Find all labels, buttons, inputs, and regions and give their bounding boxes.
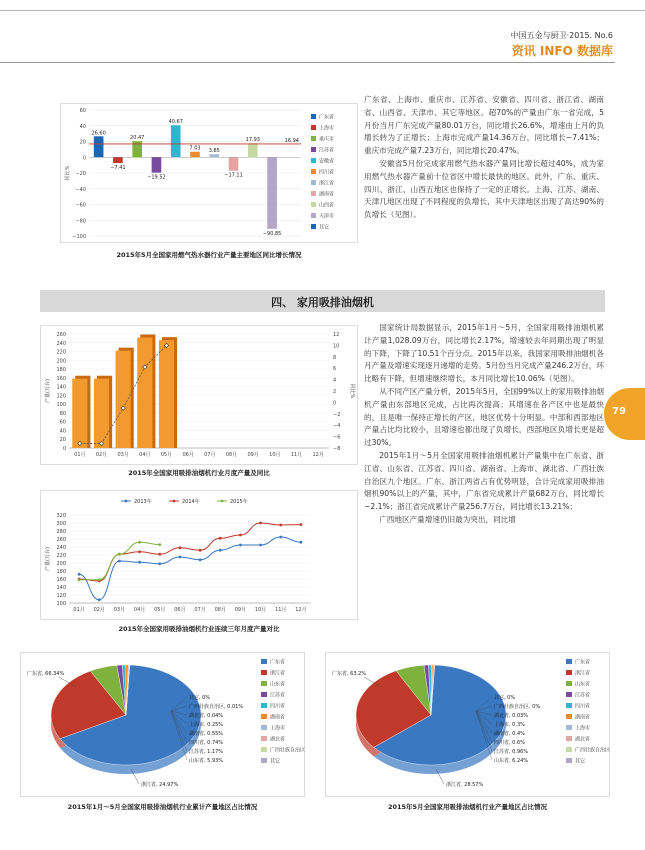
pie-label: 四川省, 0.6%: [494, 740, 525, 746]
y-tick-label: 260: [56, 537, 66, 543]
bar: [267, 157, 277, 229]
bar: [152, 157, 162, 172]
legend-label: 2014年: [182, 499, 200, 505]
y-tick-label: −20: [75, 171, 86, 177]
pie-label: 山东省, 6.24%: [494, 758, 529, 764]
text-column-top: [364, 94, 604, 222]
legend-label: 2015年: [230, 499, 248, 505]
x-tick-label: 06月: [174, 607, 186, 613]
x-tick-label: 09月: [247, 452, 259, 458]
header-separator: [0, 62, 615, 63]
y-tick-label: −80: [75, 218, 86, 225]
section-band: [40, 290, 605, 312]
pie-label: 湖北省, 0.03%: [494, 713, 529, 719]
legend-label: 其它: [270, 758, 281, 765]
y2-tick-label: 6: [333, 366, 337, 373]
x-tick-label: 12月: [295, 607, 307, 613]
bar: [190, 152, 200, 158]
legend-label: 四川省: [270, 703, 286, 710]
y-tick-label: 20: [59, 437, 66, 444]
pie-label: 湖南省, 0.4%: [494, 731, 525, 737]
legend-marker: [125, 500, 128, 503]
legend-label: 广东省: [575, 659, 591, 666]
section-heading: 四、 家用吸排油烟机: [271, 296, 374, 309]
chart-heater-growth-svg: [61, 104, 359, 244]
legend-swatch: [311, 202, 316, 207]
y2-tick-label: 8: [333, 354, 337, 361]
bar-value-label: 3.85: [208, 148, 220, 155]
y-tick-label: 200: [56, 561, 66, 567]
legend-label: 广东省: [319, 114, 335, 121]
legend-swatch: [566, 758, 572, 763]
y-tick-label: 180: [56, 569, 66, 575]
legend-swatch: [311, 125, 316, 130]
pie-label: 四川省, 0.74%: [189, 740, 224, 746]
y-axis-label: 产量(万台): [45, 379, 51, 403]
y2-axis-label: 同比%: [349, 383, 355, 399]
bar: [113, 157, 123, 163]
series-point: [219, 549, 222, 552]
legend-swatch: [261, 747, 267, 752]
pie-label: 山东省, 5.93%: [189, 758, 224, 764]
legend-label: 其它: [575, 758, 586, 765]
series-point: [138, 550, 141, 553]
bar: [209, 154, 219, 157]
series-point: [199, 558, 202, 561]
pie-label: 广东省, 66.34%: [27, 671, 65, 677]
y-tick-label: 220: [56, 553, 66, 559]
y-tick-label: 140: [56, 384, 66, 391]
y-tick-label: 120: [56, 593, 66, 599]
series-point: [138, 541, 141, 544]
x-tick-label: 10月: [269, 452, 281, 458]
y-tick-label: 320: [56, 513, 66, 519]
pie-label: 其它, 0%: [494, 695, 516, 701]
legend-swatch: [261, 681, 267, 686]
bar: [171, 125, 181, 157]
y-tick-label: −40: [75, 186, 86, 193]
chart-three-year-caption: 2015年全国家用吸排油烟机行业连续三年月度产量对比: [118, 625, 280, 633]
legend-swatch: [261, 725, 267, 730]
y-tick-label: 180: [56, 367, 66, 374]
legend-swatch: [311, 191, 316, 196]
legend-label: 重庆市: [319, 136, 335, 143]
series-point: [259, 522, 262, 525]
series-line: [79, 537, 301, 600]
pie-label: 上海市, 0.3%: [494, 722, 525, 728]
legend-label: 湖北省: [270, 736, 286, 743]
legend-marker: [221, 500, 224, 503]
x-tick-label: 09月: [234, 607, 247, 613]
legend-swatch: [261, 692, 267, 697]
bar-value-label: 26.60: [91, 130, 106, 137]
chart-pie-may: [325, 652, 610, 797]
y-tick-label: 220: [56, 349, 66, 356]
legend-swatch: [566, 681, 572, 686]
series-point: [300, 523, 303, 526]
legend-label: 上海市: [319, 125, 335, 132]
legend-label: 湖南省: [270, 714, 286, 721]
x-tick-label: 04月: [133, 607, 146, 613]
y-tick-label: 300: [56, 521, 66, 527]
x-tick-label: 11月: [275, 607, 287, 613]
legend-label: 四川省: [575, 703, 591, 710]
chart-pie-cumulative-svg: [21, 653, 306, 798]
legend-label: 其它: [319, 224, 330, 231]
bar: [229, 157, 239, 170]
y2-tick-label: −8: [333, 446, 341, 452]
y2-tick-label: −6: [333, 434, 341, 441]
paragraph-6: 广西地区产量增速仍旧最为突出，同比增: [379, 514, 516, 524]
bar: [248, 143, 258, 157]
x-tick-label: 07月: [194, 607, 206, 613]
chart-three-year-svg: [41, 491, 359, 621]
paragraph-4: 从不同产区产量分析，2015年5月，全国99%以上的家用吸排油烟机产量由东部地区完成，占比再次提高；其增速在各产区中也是最快的，且是唯一保持正增长的产区，地区优势十分明显。中部和西部地区产量占比均比较小，且增速也都出现了负增长，西部地区负增长更是超过30%。: [364, 386, 604, 448]
y2-tick-label: −2: [333, 411, 341, 418]
y-tick-label: 100: [56, 402, 66, 409]
legend-swatch: [261, 736, 267, 741]
legend-swatch: [566, 703, 572, 708]
header-issue: 中国五金与厨卫·2015. No.6: [510, 31, 613, 40]
legend-swatch: [566, 670, 572, 675]
y-tick-label: 160: [56, 375, 66, 382]
series-point: [199, 549, 202, 552]
legend-swatch: [311, 169, 316, 174]
legend-label: 2013年: [134, 499, 152, 505]
y2-tick-label: 10: [333, 343, 340, 350]
legend-label: 湖南省: [319, 191, 335, 198]
legend-swatch: [566, 736, 572, 741]
x-tick-label: 12月: [312, 452, 324, 458]
legend-swatch: [311, 224, 316, 229]
y-tick-label: 140: [56, 585, 66, 591]
x-tick-label: 07月: [204, 452, 216, 458]
legend-label: 湖北省: [575, 736, 591, 743]
pie-label: 江苏省, 1.17%: [189, 749, 224, 755]
bar: [94, 136, 104, 157]
series-point: [279, 524, 282, 527]
y-tick-label: 260: [56, 332, 66, 338]
legend-label: 安徽省: [319, 158, 335, 165]
bar-value-label: 40.67: [168, 119, 183, 126]
legend-label: 江苏省: [319, 147, 335, 154]
x-tick-label: 08月: [225, 452, 238, 458]
legend-label: 浙江省: [575, 670, 591, 677]
legend-swatch: [566, 747, 572, 752]
series-point: [118, 560, 121, 563]
legend-label: 山东省: [270, 681, 286, 688]
legend-swatch: [311, 158, 316, 163]
y-tick-label: −100: [72, 234, 86, 240]
y2-tick-label: 0: [333, 400, 337, 407]
y-axis-label: 产量(万台): [45, 547, 51, 571]
y-tick-label: 40: [59, 428, 66, 435]
x-tick-label: 08月: [214, 607, 226, 613]
y-tick-label: 20: [79, 139, 86, 146]
y-tick-label: 160: [56, 577, 66, 583]
series-point: [138, 561, 141, 564]
header-section: 资讯 INFO 数据库: [511, 44, 613, 58]
series-point: [78, 573, 81, 576]
legend-label: 四川省: [319, 169, 335, 176]
pie-label: 江苏省, 0.96%: [494, 749, 529, 755]
chart-heater-growth: [60, 103, 358, 243]
header-rule: [0, 10, 645, 11]
legend-label: 江苏省: [270, 692, 286, 699]
y-tick-label: −60: [75, 202, 86, 209]
y-tick-label: 60: [79, 108, 86, 114]
series-point: [179, 546, 182, 549]
bar: [116, 351, 131, 448]
chart-pie-may-caption: 2015年5月全国家用吸排油烟机行业产量地区占比情况: [387, 803, 548, 811]
series-point: [158, 553, 161, 556]
bar: [137, 338, 152, 448]
x-tick-label: 02月: [95, 452, 108, 458]
series-point: [239, 544, 242, 547]
legend-swatch: [566, 725, 572, 730]
x-tick-label: 03月: [113, 607, 126, 613]
y2-tick-label: −4: [333, 423, 341, 430]
x-tick-label: 02月: [93, 607, 105, 613]
chart-monthly-production-caption: 2015年全国家用吸排油烟机行业月度产量及同比: [128, 469, 270, 477]
y-tick-label: 0: [82, 155, 86, 162]
series-point: [118, 553, 121, 556]
chart-pie-may-svg: [326, 653, 611, 798]
legend-swatch: [261, 659, 267, 664]
page-number: 79: [612, 406, 626, 417]
y2-tick-label: 2: [333, 389, 337, 395]
bar: [159, 340, 174, 448]
x-tick-label: 04月: [139, 452, 151, 458]
text-column-middle: [364, 322, 604, 527]
bar: [72, 379, 87, 448]
x-tick-label: 01月: [73, 607, 85, 613]
pie-label: 广东省, 63.2%: [332, 671, 367, 677]
series-point: [98, 578, 101, 581]
legend-marker: [173, 500, 176, 503]
legend-swatch: [261, 758, 267, 763]
pie-label: 上海市, 0.25%: [189, 722, 224, 728]
legend-label: 广西壮族自治区: [575, 747, 611, 754]
legend-swatch: [261, 703, 267, 708]
bar-value-label: 17.93: [245, 137, 260, 144]
legend-swatch: [311, 114, 316, 119]
series-point: [219, 537, 222, 540]
legend-label: 广西壮族自治区: [270, 747, 306, 754]
series-point: [98, 598, 101, 601]
x-tick-label: 05月: [160, 452, 173, 458]
y-tick-label: 240: [56, 545, 66, 551]
legend-label: 天津市: [319, 213, 335, 220]
y2-tick-label: 4: [333, 377, 337, 384]
y-tick-label: 120: [56, 393, 66, 400]
pie-label: 广西壮族自治区, 0.01%: [189, 704, 244, 710]
pie-label: 广西壮族自治区, 0%: [494, 704, 541, 710]
series-point: [179, 556, 182, 559]
legend-label: 山西省: [319, 202, 335, 209]
pie-label: 浙江省, 28.57%: [446, 782, 484, 788]
paragraph-2: 安徽省5月份完成家用燃气热水器产量同比增长超过40%，成为家用燃气热水器产量前十位省区中增长最快的地区。此外，广东、重庆、四川、浙江、山西五地区也保持了一定的正增长。上海、江苏、湖南、天津几地区出现了不同程度的负增长，其中天津地区出现了高达90%的负增长（见图）。: [364, 158, 604, 220]
legend-swatch: [261, 714, 267, 719]
chart-heater-growth-caption: 2015年5月全国家用燃气热水器行业产量主要地区同比增长情况: [116, 251, 302, 259]
x-tick-label: 03月: [117, 452, 129, 458]
x-tick-label: 11月: [290, 452, 303, 458]
other-line-label: 16.94: [284, 137, 299, 144]
pie-label: 浙江省, 24.97%: [141, 782, 179, 788]
legend-swatch: [261, 670, 267, 675]
legend-swatch: [311, 213, 316, 218]
bar-value-label: 7.03: [189, 145, 201, 152]
series-point: [158, 543, 161, 546]
series-point: [78, 578, 81, 581]
chart-monthly-production: [40, 325, 358, 465]
paragraph-3: 国家统计局数据显示，2015年1月～5月，全国家用吸排油烟机累计产量1,028.09万台，同比增长2.17%。增速较去年同期出现了明显的下降，下降了10.51个百分点。2015年以来，我国家用吸排油烟机各月产量及增速实现逐月递增的走势。5月份当月完成产量246.2万台，环比略有下降，但增速继续增长，本月同比增长10.06%（见图）。: [364, 323, 604, 384]
paragraph-1: 广东省、上海市、重庆市、江苏省、安徽省、四川省、浙江省、湖南省、山西省、天津市、其它等地区。超70%的产量由广东一省完成，5月份当月广东完成产量80.01万台，同比增长26.6%，增速由上月的负增长转为了正增长；上海市完成产量14.36万台，同比增长−7.41%；重庆市完成产量7.23万台，同比增长20.47%。: [364, 95, 604, 156]
series-line: [79, 523, 301, 581]
chart-pie-cumulative-caption: 2015年1月～5月全国家用吸排油烟机行业累计产量地区占比情况: [67, 803, 258, 811]
x-tick-label: 01月: [74, 452, 86, 458]
legend-swatch: [566, 714, 572, 719]
bar-value-label: 20.47: [130, 135, 145, 142]
legend-label: 浙江省: [319, 180, 335, 187]
chart-three-year: [40, 490, 358, 620]
legend-label: 浙江省: [270, 670, 286, 677]
pie-label: 其它, 0%: [189, 695, 211, 701]
series-point: [239, 534, 242, 537]
y-tick-label: 240: [56, 340, 66, 347]
pie-label: 湖北省, 0.04%: [189, 713, 224, 719]
legend-swatch: [311, 147, 316, 152]
series-point: [158, 562, 161, 565]
y-tick-label: 40: [79, 123, 86, 130]
y-tick-label: 200: [56, 358, 66, 365]
legend-label: 山东省: [575, 681, 591, 688]
pie-label: 湖南省, 0.55%: [189, 731, 224, 737]
legend-swatch: [566, 692, 572, 697]
y-axis-label: 同比%: [65, 165, 71, 181]
legend-swatch: [311, 180, 316, 185]
legend-label: 上海市: [270, 725, 286, 732]
legend-label: 广东省: [270, 659, 286, 666]
series-point: [259, 544, 262, 547]
chart-pie-cumulative: [20, 652, 305, 797]
legend-label: 湖南省: [575, 714, 591, 721]
y2-tick-label: 12: [333, 332, 340, 338]
bar-value-label: −17.11: [224, 172, 243, 179]
y-tick-label: 80: [59, 410, 66, 417]
x-tick-label: 10月: [254, 607, 267, 613]
x-tick-label: 06月: [182, 452, 194, 458]
legend-swatch: [566, 659, 572, 664]
series-point: [279, 536, 282, 539]
y-tick-label: 280: [56, 529, 66, 535]
bar-value-label: −90.85: [262, 230, 282, 237]
y-tick-label: 100: [56, 601, 66, 607]
x-tick-label: 05月: [154, 607, 166, 613]
chart-monthly-production-svg: [41, 326, 359, 466]
y-tick-label: 60: [59, 419, 66, 426]
legend-label: 上海市: [575, 725, 591, 732]
legend-swatch: [311, 136, 316, 141]
paragraph-5: 2015年1月～5月全国家用吸排油烟机累计产量集中在广东省、浙江省、山东省、江苏省、四川省、湖南省、上海市、湖北省、广西壮族自治区九个地区。广东、浙江两省占有优势明显，合计完成家用吸排油烟机90%以上的产量，其中，广东省完成累计产量682万台，同比增长−2.1%；浙江省完成累计产量256.7万台，同比增长13.21%；: [364, 450, 604, 512]
y-tick-label: 0: [62, 446, 66, 452]
series-point: [300, 541, 303, 544]
bar-value-label: −19.52: [147, 174, 166, 181]
bar-value-label: −7.41: [110, 165, 126, 172]
legend-label: 江苏省: [575, 692, 591, 699]
bar: [94, 379, 109, 448]
